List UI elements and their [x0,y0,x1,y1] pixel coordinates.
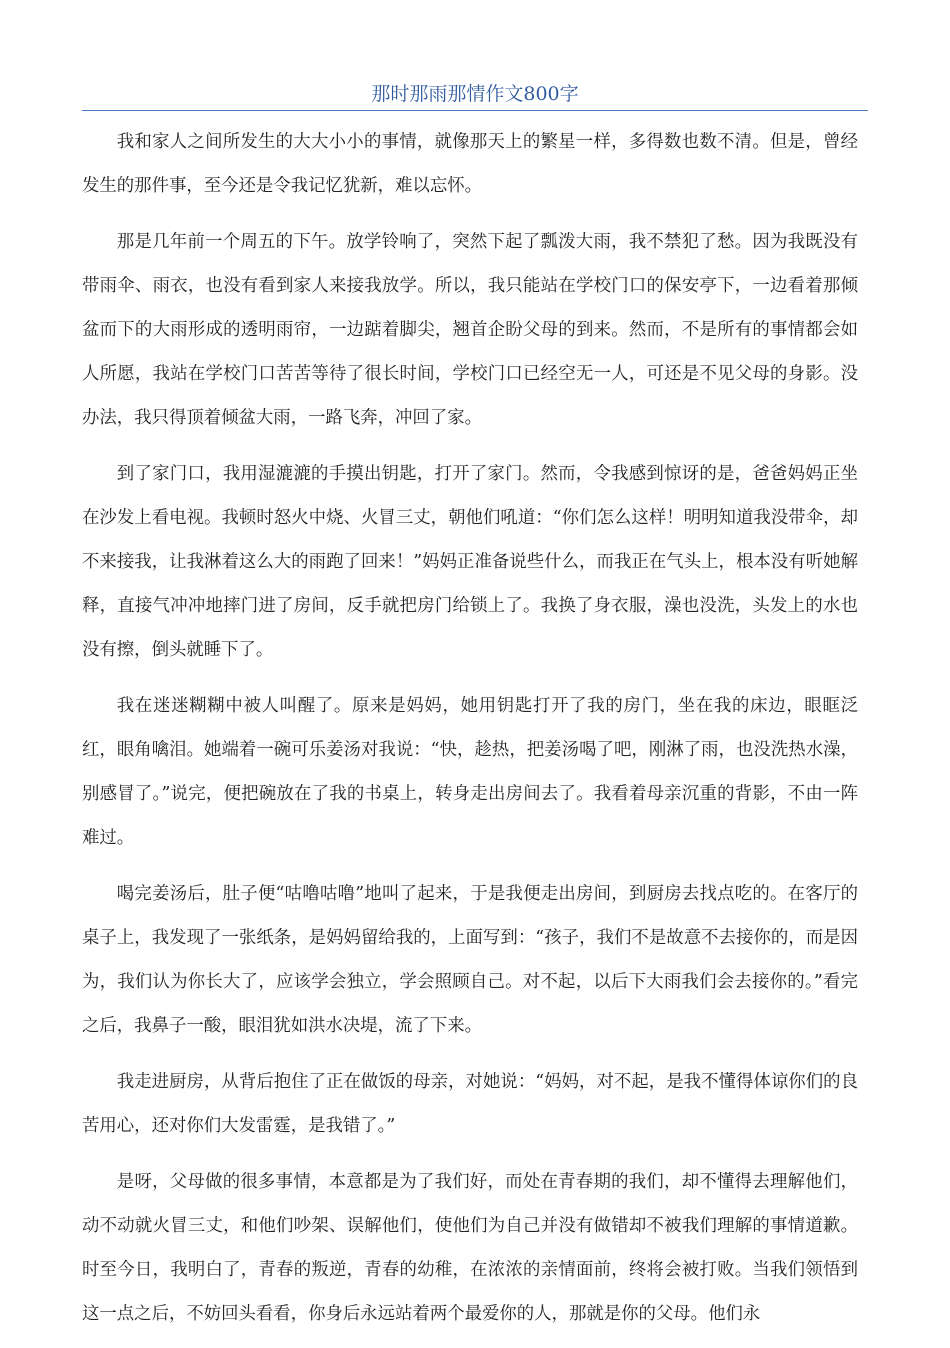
page-header-title: 那时那雨那情作文800字 [371,83,579,105]
paragraph: 我在迷迷糊糊中被人叫醒了。原来是妈妈，她用钥匙打开了我的房门，坐在我的床边，眼眶泛红，眼角噙泪。她端着一碗可乐姜汤对我说：“快，趁热，把姜汤喝了吧，刚淋了雨，也没洗热水澡，别感冒了。”说完，便把碗放在了我的书桌上，转身走出房间去了。我看着母亲沉重的背影，不由一阵难过。 [82,696,858,848]
paragraph: 喝完姜汤后，肚子便“咕噜咕噜”地叫了起来，于是我便走出房间，到厨房去找点吃的。在客厅的桌子上，我发现了一张纸条，是妈妈留给我的，上面写到：“孩子，我们不是故意不去接你的，而是因为，我们认为你长大了，应该学会独立，学会照顾自己。对不起，以后下大雨我们会去接你的。”看完之后，我鼻子一酸，眼泪犹如洪水决堤，流了下来。 [82,884,858,1036]
paragraph: 是呀，父母做的很多事情，本意都是为了我们好，而处在青春期的我们，却不懂得去理解他们，动不动就火冒三丈，和他们吵架、误解他们，使他们为自己并没有做错却不被我们理解的事情道歉。时至今日，我明白了，青春的叛逆，青春的幼稚，在浓浓的亲情面前，终将会被打败。当我们领悟到这一点之后，不妨回头看看，你身后永远站着两个最爱你的人，那就是你的父母。他们永 [82,1172,858,1324]
article-body [82,120,858,1348]
paragraph: 我和家人之间所发生的大大小小的事情，就像那天上的繁星一样，多得数也数不清。但是，曾经发生的那件事，至今还是令我记忆犹新，难以忘怀。 [82,132,858,196]
paragraph: 我走进厨房，从背后抱住了正在做饭的母亲，对她说：“妈妈，对不起，是我不懂得体谅你们的良苦用心，还对你们大发雷霆，是我错了。” [82,1072,858,1136]
header-divider [82,110,868,111]
paragraph: 那是几年前一个周五的下午。放学铃响了，突然下起了瓢泼大雨，我不禁犯了愁。因为我既没有带雨伞、雨衣，也没有看到家人来接我放学。所以，我只能站在学校门口的保安亭下，一边看着那倾盆而下的大雨形成的透明雨帘，一边踮着脚尖，翘首企盼父母的到来。然而，不是所有的事情都会如人所愿，我站在学校门口苦苦等待了很长时间，学校门口已经空无一人，可还是不见父母的身影。没办法，我只得顶着倾盆大雨，一路飞奔，冲回了家。 [82,232,858,428]
paragraph: 到了家门口，我用湿漉漉的手摸出钥匙，打开了家门。然而，令我感到惊讶的是，爸爸妈妈正坐在沙发上看电视。我顿时怒火中烧、火冒三丈，朝他们吼道：“你们怎么这样！明明知道我没带伞，却不来接我，让我淋着这么大的雨跑了回来！”妈妈正准备说些什么，而我正在气头上，根本没有听她解释，直接气冲冲地摔门进了房间，反手就把房门给锁上了。我换了身衣服，澡也没洗，头发上的水也没有擦，倒头就睡下了。 [82,464,858,660]
